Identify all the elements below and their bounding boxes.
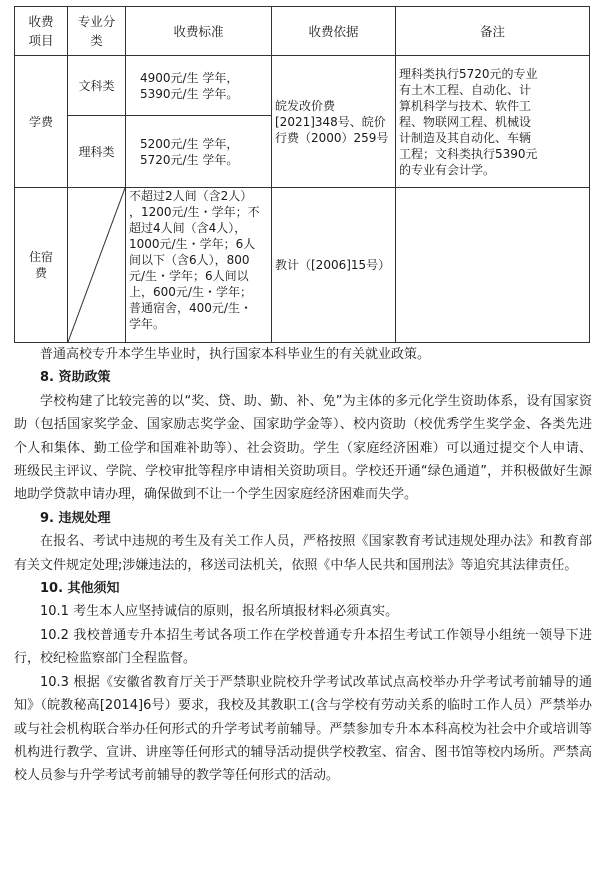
table-row xyxy=(15,56,590,116)
table-row xyxy=(15,188,590,343)
dorm-note xyxy=(396,188,590,343)
section-8-body: 学校构建了比较完善的以“奖、贷、助、勤、补、免”为主体的多元化学生资助体系，设有国家资助（包括国家奖学金、国家励志奖学金、国家助学金等）、校内资助（校优秀学生奖学金、各类先进个人和集体、勤工俭学和国难补助等）、社会资助。学生（家庭经济困难）可以通过提交个人申请、班级民主评议、学院、学校审批等程序申请相关资助项目。学校还开通“绿色通道”，并积极做好生源地助学贷款申请办理，确保做到不让一个学生因家庭经济困难而失学。 xyxy=(14,393,592,503)
diagonal-cell xyxy=(68,188,126,343)
header-standard: 收费标准 xyxy=(126,7,272,56)
header-major: 专业分 类 xyxy=(68,7,126,56)
fee-table xyxy=(14,6,590,343)
header-note: 备注 xyxy=(396,7,590,56)
diagonal-line xyxy=(68,188,125,342)
tuition-basis: 皖发改价费 [2021]348号、皖价 行费（2000）259号 xyxy=(272,56,396,188)
section-10-2: 10.2 我校普通专升本招生考试各项工作在学校普通专升本招生考试工作领导小组统一领导下进行，校纪检监察部门全程监督。 xyxy=(14,627,592,667)
sci-fee: 5200元/生 学年， 5720元/生 学年。 xyxy=(126,116,272,188)
intro-paragraph: 普通高校专升本学生毕业时，执行国家本科毕业生的有关就业政策。 xyxy=(40,347,431,362)
arts-label: 文科类 xyxy=(68,56,126,116)
header-item: 收费 项目 xyxy=(15,7,68,56)
section-10-3: 10.3 根据《安徽省教育厅关于严禁职业院校升学考试改革试点高校举办升学考试考前辅导的通知》（皖教秘高[2014]6号）要求，我校及其教职工(含与学校有劳动关系的临时工作人员）严禁举办或与社会机构联合举办任何形式的升学考试考前辅导。严禁参加专升本本科高校为社会中介或培训等机构进行教学、宣讲、讲座等任何形式的辅导活动提供学校教室、宿舍、图书馆等校内场所。严禁高校人员参与升学考试考前辅导的教学等任何形式的活动。 xyxy=(14,674,592,784)
section-9-body: 在报名、考试中违规的考生及有关工作人员，严格按照《国家教育考试违规处理办法》和教育部有关文件规定处理;涉嫌违法的，移送司法机关，依照《中华人民共和国刑法》等追究其法律责任。 xyxy=(14,534,592,573)
sci-label: 理科类 xyxy=(68,116,126,188)
tuition-item: 学费 xyxy=(15,56,68,188)
document-body xyxy=(14,343,592,788)
dorm-item: 住宿 费 xyxy=(15,188,68,343)
tuition-note: 理科类执行5720元的专业 有土木工程、自动化、计 算机科学与技术、软件工 程、物联网工程、机械设 计制造及其自动化、车辆 工程；文科类执行5390元 的专业有会计学。 xyxy=(396,56,590,188)
header-basis: 收费依据 xyxy=(272,7,396,56)
dorm-fee: 不超过2人间（含2人） ，1200元/生・学年；不 超过4人间（含4人）， 1000元/生・学年；6人 间以下（含6人），800 元/生・学年；6人间以 上，600元/生・学年； 普通宿舍，400元/生・ 学年。 xyxy=(126,188,272,343)
section-10-title: 10. 其他须知 xyxy=(40,581,120,597)
dorm-basis: 教计（[2006]15号） xyxy=(272,188,396,343)
section-9-title: 9. 违规处理 xyxy=(40,510,111,526)
table-header-row xyxy=(15,7,590,56)
section-10-1: 10.1 考生本人应坚持诚信的原则，报名所填报材料必须真实。 xyxy=(40,604,399,620)
section-8-title: 8. 资助政策 xyxy=(40,370,111,386)
arts-fee: 4900元/生 学年， 5390元/生 学年。 xyxy=(126,56,272,116)
